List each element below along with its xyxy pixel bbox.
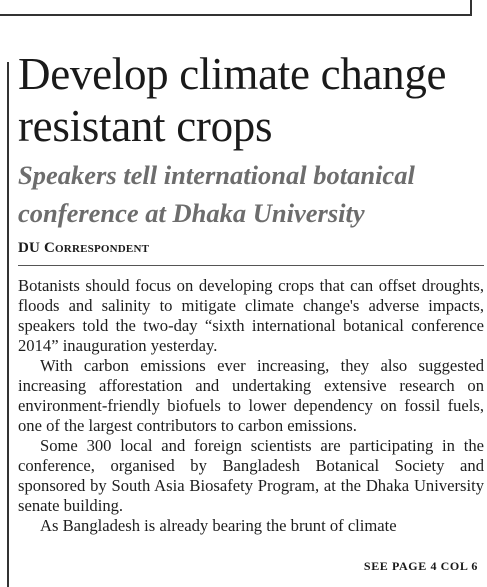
byline: DU Correspondent xyxy=(18,240,150,256)
paragraph: Botanists should focus on developing crops that can offset droughts, floods and salinity to mitigate climate change's adverse impacts, speakers told the two-day “sixth international botanical conference 2014” inauguration yesterday. xyxy=(18,276,484,355)
headline: Develop climate change resistant crops xyxy=(18,49,447,151)
previous-article-border xyxy=(0,0,472,16)
subheadline: Speakers tell international botanical conference at Dhaka University xyxy=(18,160,415,228)
news-article xyxy=(18,48,484,536)
byline-divider xyxy=(18,265,484,266)
column-divider xyxy=(7,62,9,587)
paragraph: As Bangladesh is already bearing the brunt of climate xyxy=(40,516,397,535)
article-body xyxy=(18,276,484,536)
paragraph: Some 300 local and foreign scientists are participating in the conference, organised by Bangladesh Botanical Society and sponsored by South Asia Biosafety Program, at the Dhaka University senate building. xyxy=(18,436,484,515)
continuation-note: SEE PAGE 4 COL 6 xyxy=(363,559,478,573)
paragraph: With carbon emissions ever increasing, they also suggested increasing afforestation and undertaking extensive research on environment-friendly biofuels to lower dependency on fossil fuels, one of the largest contributors to carbon emissions. xyxy=(18,356,484,435)
